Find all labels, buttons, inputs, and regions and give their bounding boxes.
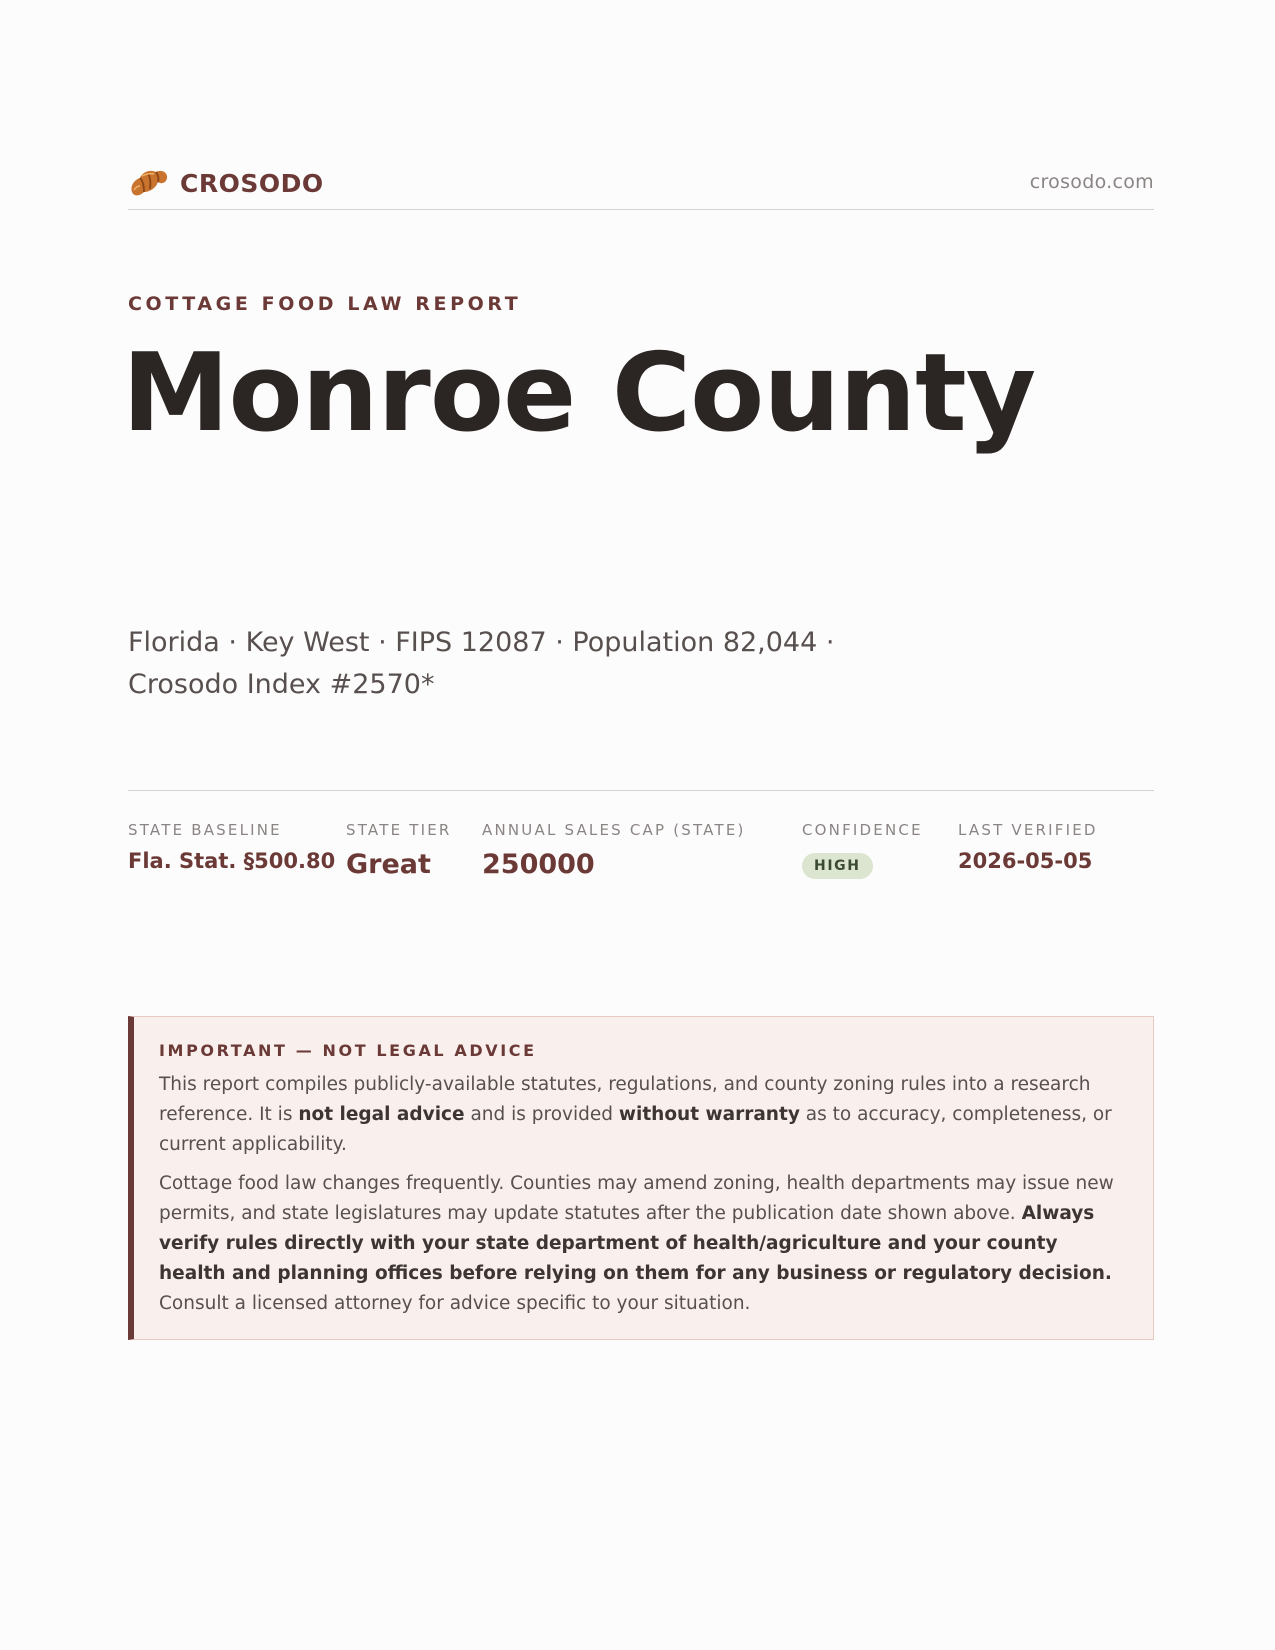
county-subtitle: Florida · Key West · FIPS 12087 · Population 82,044 · Crosodo Index #2570*: [128, 627, 835, 700]
stat-value: Great: [346, 849, 431, 880]
stat-last-verified: [958, 821, 1098, 873]
stat-label: CONFIDENCE: [802, 821, 923, 839]
notice-heading: IMPORTANT — NOT LEGAL ADVICE: [159, 1041, 537, 1060]
page-title: Monroe County: [122, 331, 1036, 456]
stat-label: STATE TIER: [346, 821, 452, 839]
legal-notice: [128, 1016, 1154, 1340]
brand-name: CROSODO: [180, 168, 324, 198]
brand: [128, 162, 324, 204]
notice-paragraph: This report compiles publicly-available statutes, regulations, and county zoning rules into a research reference. It is not legal advice and is provided without warranty as to accuracy, completeness, or current applicability.: [159, 1074, 1112, 1155]
stat-label: STATE BASELINE: [128, 821, 282, 839]
stat-label: ANNUAL SALES CAP (STATE): [482, 821, 746, 839]
stat-value: 2026-05-05: [958, 849, 1093, 873]
croissant-icon: [128, 162, 170, 204]
stat-value: 250000: [482, 849, 595, 880]
stat-state-tier: [346, 821, 452, 880]
notice-paragraph: Cottage food law changes frequently. Counties may amend zoning, health departments may issue new permits, and state legislatures may update statutes after the publication date shown above. Always verify rules directly with your state department of health/agriculture and your county health and planning offices before relying on them for any business or regulatory decision. Consult a licensed attorney for advice specific to your situation.: [159, 1173, 1114, 1314]
stat-state-baseline: [128, 821, 335, 873]
stat-value: Fla. Stat. §500.80: [128, 849, 336, 873]
site-url[interactable]: crosodo.com: [1029, 171, 1154, 193]
stat-label: LAST VERIFIED: [958, 821, 1098, 839]
stat-sales-cap: [482, 821, 746, 880]
confidence-badge: HIGH: [802, 853, 873, 879]
stat-confidence: [802, 821, 923, 879]
stats-row: [128, 790, 1154, 890]
report-eyebrow: COTTAGE FOOD LAW REPORT: [128, 293, 522, 315]
page-header: [128, 158, 1154, 210]
